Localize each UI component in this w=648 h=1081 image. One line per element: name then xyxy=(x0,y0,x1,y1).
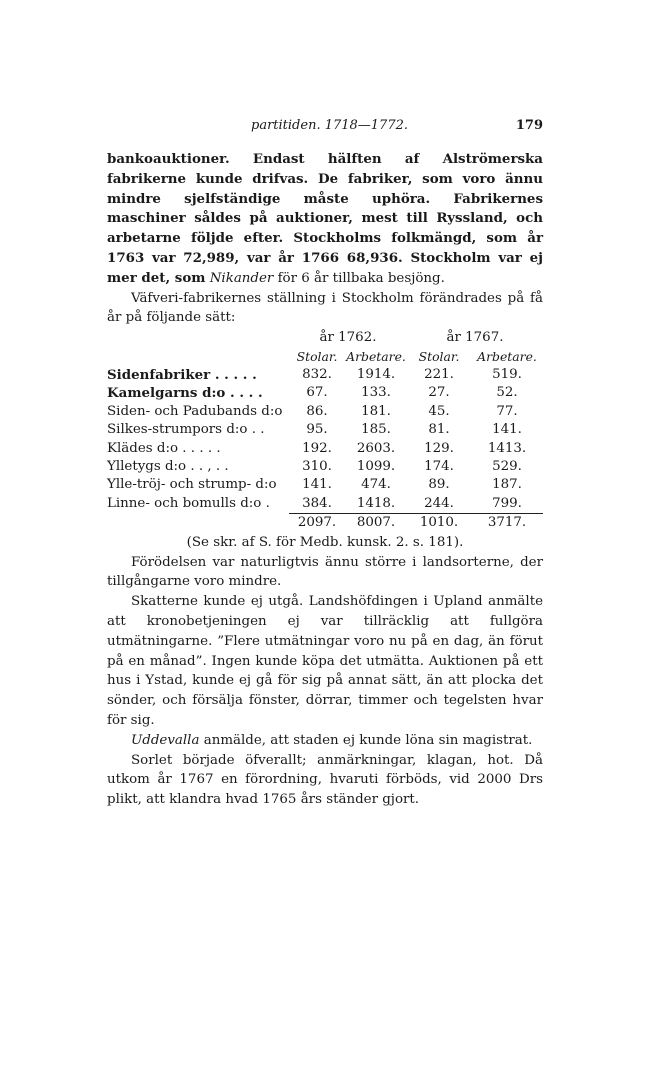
table-year-row xyxy=(107,329,543,347)
year-1762-header: år 1762. xyxy=(319,330,377,346)
source-reference: (Se skr. af S. för Medb. kunsk. 2. s. 181). xyxy=(186,534,464,550)
year-1767-header: år 1767. xyxy=(446,330,504,346)
cell-value: 384. xyxy=(302,495,332,511)
page-number: 179 xyxy=(515,118,543,133)
book-page xyxy=(107,118,543,810)
factory-statistics-table xyxy=(107,329,543,532)
paragraph-forodelsen: Förödelsen var naturligtvis ännu större i landsorterne, der tillgångarne voro mindre. xyxy=(107,554,543,590)
cell-value: 86. xyxy=(306,403,328,419)
cell-value: 45. xyxy=(428,403,450,419)
cell-value: 832. xyxy=(302,366,332,382)
cell-value: 799. xyxy=(492,495,522,511)
cell-value: 1914. xyxy=(356,366,396,382)
cell-value: 27. xyxy=(428,385,450,401)
row-label: Ylletygs d:o . . , . . xyxy=(107,459,229,475)
cell-value: 187. xyxy=(492,477,522,493)
table-row xyxy=(107,421,543,439)
paragraph-uddevalla-text: anmälde, att staden ej kunde löna sin magistrat. xyxy=(203,732,533,748)
cell-value: 1413. xyxy=(487,440,527,456)
cell-value: 185. xyxy=(361,422,391,438)
col-arbetare-1762: Arbetare. xyxy=(346,348,406,364)
cell-value: 129. xyxy=(424,440,454,456)
totals-row xyxy=(107,514,543,533)
cell-value: 2603. xyxy=(356,440,396,456)
cell-value: 141. xyxy=(302,477,332,493)
cell-value: 192. xyxy=(302,440,332,456)
cell-value: 95. xyxy=(306,422,328,438)
paragraph-end-text: för 6 år tillbaka besjöng. xyxy=(277,270,445,286)
page-header xyxy=(107,118,543,140)
cell-value: 77. xyxy=(496,403,518,419)
cell-value: 181. xyxy=(361,403,391,419)
paragraph-uddevalla xyxy=(107,731,543,751)
cell-value: 221. xyxy=(424,366,454,382)
col-stolar-1767: Stolar. xyxy=(418,348,460,364)
table-row xyxy=(107,366,543,384)
cell-value: 474. xyxy=(361,477,391,493)
row-label: Linne- och bomulls d:o . xyxy=(107,496,270,512)
table-row xyxy=(107,458,543,476)
row-label: Klädes d:o . . . . . xyxy=(107,440,221,456)
total-value: 2097. xyxy=(289,514,345,533)
cell-value: 1099. xyxy=(356,459,396,475)
cell-value: 244. xyxy=(424,495,454,511)
total-value: 8007. xyxy=(345,514,407,533)
paragraph-skatterne: Skatterne kunde ej utgå. Landshöfdingen i Upland anmälte att kronobetjeningen ej var tillräcklig att fullgöra utmätningarne. ”Flere utmätningar voro nu på en dag, än förut på en månad”. Ingen kunde köpa det utmätta. Auktionen på ett hus i Ystad, kunde ej gå för sig på annat sätt, än att plocka det sönder, och försälja fönster, dörrar, timmer och tegelsten hvar för sig. xyxy=(107,594,543,729)
row-label: Kamelgarns d:o . . . . xyxy=(107,385,263,402)
table-subheader-row xyxy=(107,348,543,366)
cell-value: 89. xyxy=(428,477,450,493)
cell-value: 133. xyxy=(361,385,391,401)
table-row xyxy=(107,495,543,514)
row-label: Silkes-strumpors d:o . . xyxy=(107,422,265,438)
table-row xyxy=(107,476,543,494)
cell-value: 67. xyxy=(306,385,328,401)
paragraph-bankoauktioner xyxy=(107,150,543,289)
total-value: 3717. xyxy=(471,514,543,533)
running-title: partitiden. 1718—1772. xyxy=(251,118,409,133)
place-name-uddevalla: Uddevalla xyxy=(131,732,200,748)
row-label: Sidenfabriker . . . . . xyxy=(107,366,257,383)
table-row xyxy=(107,384,543,402)
total-value: 1010. xyxy=(407,514,471,533)
col-stolar-1762: Stolar. xyxy=(296,348,338,364)
paragraph-bold-text: bankoauktioner. Endast hälften af Alströmerska fabrikerne kunde drifvas. De fabriker, som voro ännu mindre sjelfständige måste uphöra. Fabrikernes maschiner såldes på auktioner, mest till Ryssland, och arbetarne följde efter. Stockholms folkmängd, som år 1763 var 72,989, var år 1766 68,936. Stockholm var ej mer det, som xyxy=(107,151,543,286)
cell-value: 81. xyxy=(428,422,450,438)
row-label: Ylle-tröj- och strump- d:o xyxy=(107,477,277,493)
row-label: Siden- och Padubands d:o xyxy=(107,403,283,419)
table-row xyxy=(107,403,543,421)
author-name-nikander: Nikander xyxy=(209,270,274,286)
cell-value: 1418. xyxy=(356,495,396,511)
cell-value: 174. xyxy=(424,459,454,475)
cell-value: 52. xyxy=(496,385,518,401)
table-row xyxy=(107,440,543,458)
paragraph-sorlet: Sorlet började öfverallt; anmärkningar, klagan, hot. Då utkom år 1767 en förordning, hvaruti förböds, vid 2000 Drs plikt, att klandra hvad 1765 års ständer gjort. xyxy=(107,752,543,808)
cell-value: 310. xyxy=(302,459,332,475)
cell-value: 529. xyxy=(492,459,522,475)
cell-value: 141. xyxy=(492,422,522,438)
col-arbetare-1767: Arbetare. xyxy=(477,348,537,364)
paragraph-vafveri: Väfveri-fabrikernes ställning i Stockholm förändrades på få år på följande sätt: xyxy=(107,290,543,326)
cell-value: 519. xyxy=(492,366,522,382)
